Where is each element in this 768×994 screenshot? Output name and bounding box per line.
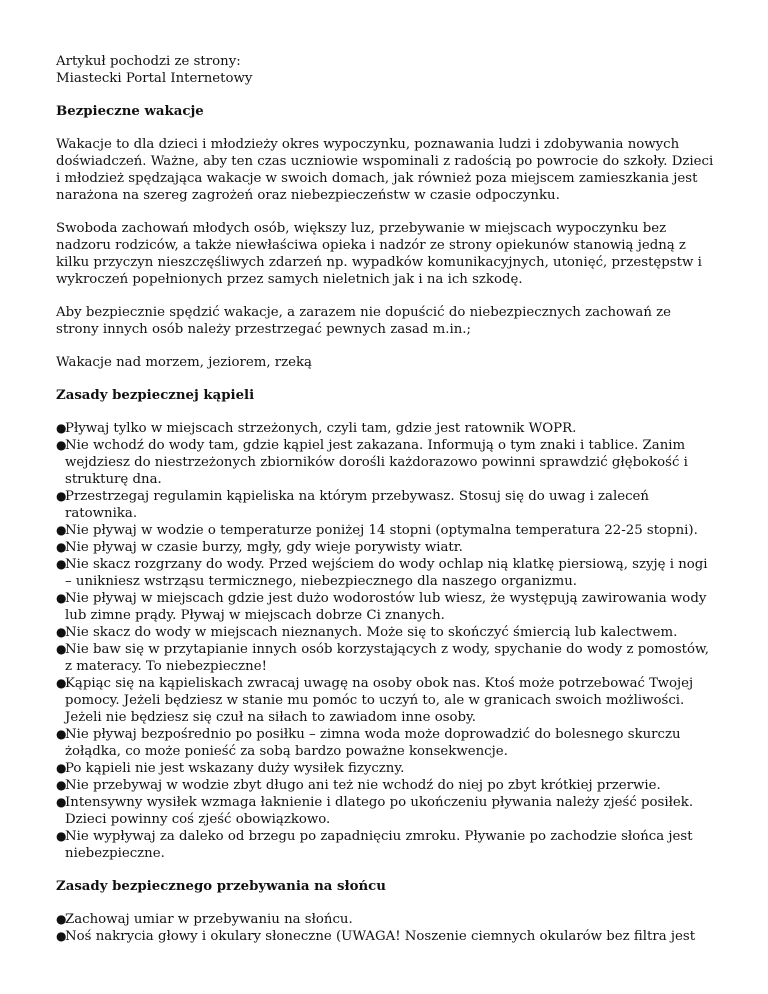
bullet-icon: ● (56, 761, 67, 775)
paragraph-rules-intro: Aby bezpiecznie spędzić wakacje, a zarazem nie dopuścić do niebezpiecznych zachowań ze strony innych osób należy przestrzegać pewnych zasad m.in.; (56, 305, 671, 337)
list-item: ● Nie przebywaj w wodzie zbyt długo ani też nie wchodź do niej po zbyt krótkiej przerwie. (56, 778, 661, 793)
paragraph-freedom: Swoboda zachowań młodych osób, większy luz, przebywanie w miejscach wypoczynku bez nadzoru rodziców, a także niewłaściwa opieka i nadzór ze strony opiekunów stanowią jedną z kilku przyczyn nieszczęśliwych zdarzeń np. wypadków komunikacyjnych, utonięć, przestępstw i wykroczeń popełnionych przez samych nieletnich jak i na ich szkodę. (56, 221, 702, 287)
list-item: ● Noś nakrycia głowy i okulary słoneczne (UWAGA! Noszenie ciemnych okularów bez filtra jest (56, 929, 696, 944)
list-item: ● Zachowaj umiar w przebywaniu na słońcu. (56, 912, 353, 927)
source-note (56, 53, 716, 87)
bullet-icon: ● (56, 829, 67, 843)
bathing-rules-list (56, 420, 716, 862)
bullet-icon: ● (56, 557, 67, 571)
list-item: ● Intensywny wysiłek wzmaga łaknienie i dlatego po ukończeniu pływania należy zjeść posiłek. Dzieci powinny coś zjeść obowiązkowo. (56, 795, 694, 827)
sun-rules-list (56, 911, 716, 945)
list-item: ● Przestrzegaj regulamin kąpieliska na którym przebywasz. Stosuj się do uwag i zaleceń ratownika. (56, 489, 649, 521)
list-item: ● Nie baw się w przytapianie innych osób korzystających z wody, spychanie do wody z pomostów, z materacy. To niebezpieczne! (56, 642, 710, 674)
list-item: ● Kąpiąc się na kąpieliskach zwracaj uwagę na osoby obok nas. Ktoś może potrzebować Twojej pomocy. Jeżeli będziesz w stanie mu pomóc to uczyń to, ale w granicach swoich możliwości. Jeżeli nie będziesz się czuł na siłach to zawiadom inne osoby. (56, 676, 694, 725)
bullet-icon: ● (56, 642, 67, 656)
paragraph-intro: Wakacje to dla dzieci i młodzieży okres wypoczynku, poznawania ludzi i zdobywania nowych doświadczeń. Ważne, aby ten czas uczniowie wspominali z radością po powrocie do szkoły. Dzieci i młodzież spędzająca wakacje w swoich domach, jak również poza miejscem zamieszkania jest narażona na szereg zagrożeń oraz niebezpieczeństw w czasie odpoczynku. (56, 137, 714, 203)
list-item: ● Nie skacz rozgrzany do wody. Przed wejściem do wody ochlap nią klatkę piersiową, szyję i nogi – unikniesz wstrząsu termicznego, niebezpiecznego dla naszego organizmu. (56, 557, 708, 589)
list-item: ● Po kąpieli nie jest wskazany duży wysiłek fizyczny. (56, 761, 405, 776)
bullet-icon: ● (56, 421, 67, 435)
article-title: Bezpieczne wakacje (56, 104, 204, 119)
paragraph-water-places: Wakacje nad morzem, jeziorem, rzeką (56, 355, 312, 370)
section-heading-sun: Zasady bezpiecznego przebywania na słońcu (56, 879, 386, 894)
source-line-1: Artykuł pochodzi ze strony: (56, 54, 241, 69)
bullet-icon: ● (56, 438, 67, 452)
list-item: ● Pływaj tylko w miejscach strzeżonych, czyli tam, gdzie jest ratownik WOPR. (56, 421, 577, 436)
bullet-icon: ● (56, 929, 67, 943)
list-item: ● Nie pływaj w miejscach gdzie jest dużo wodorostów lub wiesz, że występują zawirowania wody lub zimne prądy. Pływaj w miejscach dobrze Ci znanych. (56, 591, 707, 623)
bullet-icon: ● (56, 625, 67, 639)
list-item: ● Nie wypływaj za daleko od brzegu po zapadnięciu zmroku. Pływanie po zachodzie słońca jest niebezpieczne. (56, 829, 693, 861)
list-item: ● Nie pływaj bezpośrednio po posiłku – zimna woda może doprowadzić do bolesnego skurczu żołądka, co może ponieść za sobą bardzo poważne konsekwencje. (56, 727, 681, 759)
section-heading-bathing: Zasady bezpiecznej kąpieli (56, 388, 255, 403)
list-item: ● Nie pływaj w czasie burzy, mgły, gdy wieje porywisty wiatr. (56, 540, 463, 555)
bullet-icon: ● (56, 523, 67, 537)
bullet-icon: ● (56, 795, 67, 809)
list-item: ● Nie wchodź do wody tam, gdzie kąpiel jest zakazana. Informują o tym znaki i tablice. Zanim wejdziesz do niestrzeżonych zbiorników dorośli każdorazowo powinni sprawdzić głębokość i strukturę dna. (56, 438, 688, 487)
bullet-icon: ● (56, 727, 67, 741)
bullet-icon: ● (56, 778, 67, 792)
bullet-icon: ● (56, 676, 67, 690)
bullet-icon: ● (56, 912, 67, 926)
list-item: ● Nie skacz do wody w miejscach nieznanych. Może się to skończyć śmiercią lub kalectwem. (56, 625, 678, 640)
list-item: ● Nie pływaj w wodzie o temperaturze poniżej 14 stopni (optymalna temperatura 22-25 stopni). (56, 523, 698, 538)
bullet-icon: ● (56, 540, 67, 554)
bullet-icon: ● (56, 489, 67, 503)
article-content (56, 53, 716, 961)
source-line-2: Miastecki Portal Internetowy (56, 71, 253, 86)
bullet-icon: ● (56, 591, 67, 605)
